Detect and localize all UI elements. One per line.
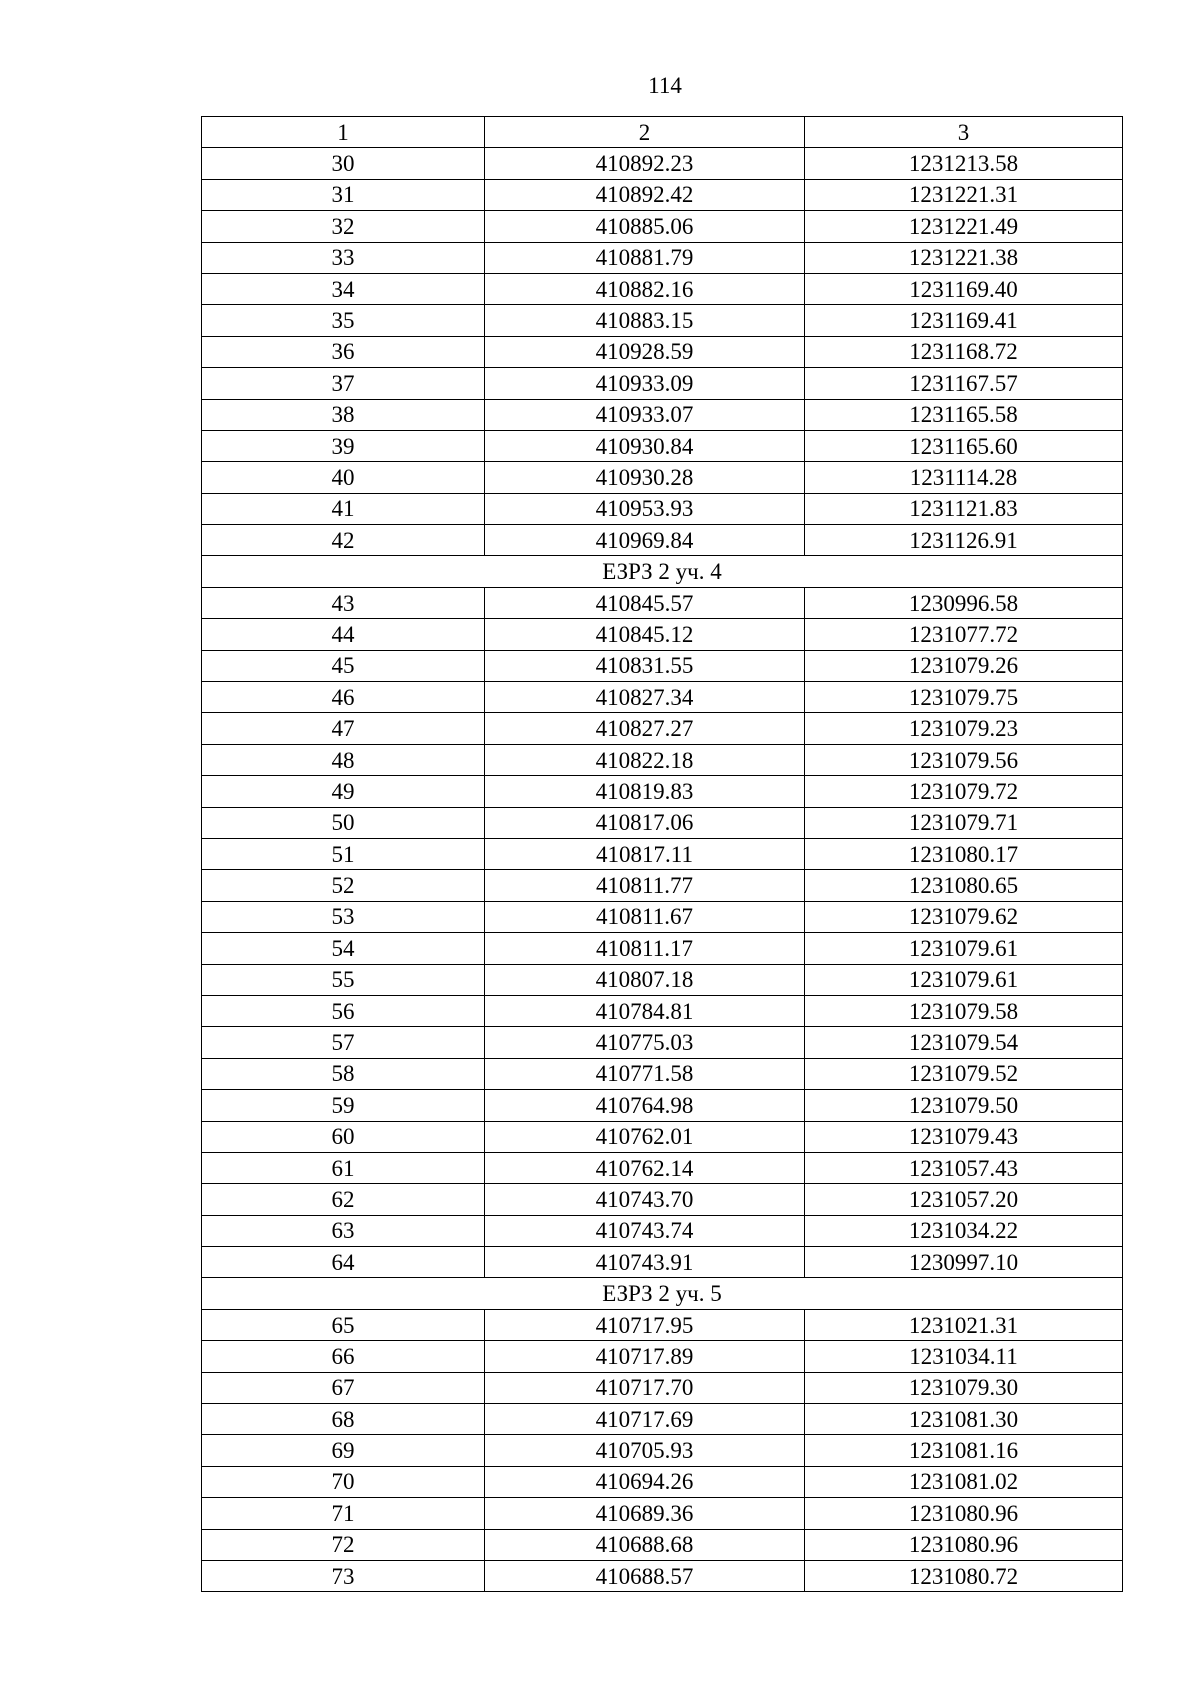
x-coordinate-cell: 410811.77	[485, 870, 805, 901]
x-coordinate-cell: 410892.23	[485, 148, 805, 179]
y-coordinate-cell: 1231057.43	[805, 1152, 1123, 1183]
section-row	[202, 1278, 1123, 1309]
x-coordinate-cell: 410811.67	[485, 901, 805, 932]
x-coordinate-cell: 410694.26	[485, 1466, 805, 1497]
table-row	[202, 838, 1123, 869]
table-row	[202, 1184, 1123, 1215]
table-row	[202, 870, 1123, 901]
x-coordinate-cell: 410930.28	[485, 462, 805, 493]
point-number-cell: 54	[202, 933, 485, 964]
x-coordinate-cell: 410717.69	[485, 1404, 805, 1435]
point-number-cell: 63	[202, 1215, 485, 1246]
point-number-cell: 67	[202, 1372, 485, 1403]
table-row	[202, 1435, 1123, 1466]
point-number-cell: 57	[202, 1027, 485, 1058]
table-row	[202, 1341, 1123, 1372]
point-number-cell: 32	[202, 211, 485, 242]
x-coordinate-cell: 410762.01	[485, 1121, 805, 1152]
table-row	[202, 399, 1123, 430]
point-number-cell: 72	[202, 1529, 485, 1560]
y-coordinate-cell: 1231165.60	[805, 430, 1123, 461]
table-row	[202, 305, 1123, 336]
point-number-cell: 30	[202, 148, 485, 179]
table-row	[202, 1152, 1123, 1183]
x-coordinate-cell: 410819.83	[485, 776, 805, 807]
x-coordinate-cell: 410822.18	[485, 744, 805, 775]
y-coordinate-cell: 1231034.11	[805, 1341, 1123, 1372]
table-row	[202, 179, 1123, 210]
table-row	[202, 525, 1123, 556]
x-coordinate-cell: 410883.15	[485, 305, 805, 336]
x-coordinate-cell: 410775.03	[485, 1027, 805, 1058]
point-number-cell: 71	[202, 1498, 485, 1529]
y-coordinate-cell: 1231079.75	[805, 682, 1123, 713]
section-label: ЕЗРЗ 2 уч. 4	[202, 556, 1123, 587]
x-coordinate-cell: 410817.06	[485, 807, 805, 838]
y-coordinate-cell: 1231221.38	[805, 242, 1123, 273]
x-coordinate-cell: 410771.58	[485, 1058, 805, 1089]
y-coordinate-cell: 1231213.58	[805, 148, 1123, 179]
table-row	[202, 493, 1123, 524]
table-row	[202, 619, 1123, 650]
y-coordinate-cell: 1231079.71	[805, 807, 1123, 838]
table-row	[202, 1466, 1123, 1497]
point-number-cell: 42	[202, 525, 485, 556]
table-row	[202, 1560, 1123, 1591]
point-number-cell: 64	[202, 1247, 485, 1278]
x-coordinate-cell: 410831.55	[485, 650, 805, 681]
x-coordinate-cell: 410881.79	[485, 242, 805, 273]
point-number-cell: 33	[202, 242, 485, 273]
table-row	[202, 807, 1123, 838]
y-coordinate-cell: 1231079.30	[805, 1372, 1123, 1403]
y-coordinate-cell: 1231126.91	[805, 525, 1123, 556]
table-row	[202, 776, 1123, 807]
y-coordinate-cell: 1231167.57	[805, 368, 1123, 399]
point-number-cell: 66	[202, 1341, 485, 1372]
section-row	[202, 556, 1123, 587]
x-coordinate-cell: 410688.57	[485, 1560, 805, 1591]
x-coordinate-cell: 410717.70	[485, 1372, 805, 1403]
y-coordinate-cell: 1231081.02	[805, 1466, 1123, 1497]
table-row	[202, 368, 1123, 399]
table-row	[202, 1058, 1123, 1089]
x-coordinate-cell: 410827.27	[485, 713, 805, 744]
x-coordinate-cell: 410784.81	[485, 995, 805, 1026]
table-row	[202, 713, 1123, 744]
table-row	[202, 1027, 1123, 1058]
point-number-cell: 53	[202, 901, 485, 932]
point-number-cell: 56	[202, 995, 485, 1026]
y-coordinate-cell: 1231079.23	[805, 713, 1123, 744]
table-row	[202, 1215, 1123, 1246]
x-coordinate-cell: 410807.18	[485, 964, 805, 995]
y-coordinate-cell: 1230996.58	[805, 587, 1123, 618]
x-coordinate-cell: 410817.11	[485, 838, 805, 869]
point-number-cell: 65	[202, 1309, 485, 1340]
x-coordinate-cell: 410743.70	[485, 1184, 805, 1215]
x-coordinate-cell: 410885.06	[485, 211, 805, 242]
y-coordinate-cell: 1231079.61	[805, 964, 1123, 995]
y-coordinate-cell: 1231114.28	[805, 462, 1123, 493]
table-row	[202, 650, 1123, 681]
y-coordinate-cell: 1231079.58	[805, 995, 1123, 1026]
table-row	[202, 933, 1123, 964]
table-row	[202, 682, 1123, 713]
table-row	[202, 995, 1123, 1026]
x-coordinate-cell: 410928.59	[485, 336, 805, 367]
table-row	[202, 148, 1123, 179]
x-coordinate-cell: 410743.74	[485, 1215, 805, 1246]
y-coordinate-cell: 1231034.22	[805, 1215, 1123, 1246]
y-coordinate-cell: 1231165.58	[805, 399, 1123, 430]
table-row	[202, 1529, 1123, 1560]
table-row	[202, 336, 1123, 367]
table-row	[202, 1404, 1123, 1435]
point-number-cell: 44	[202, 619, 485, 650]
x-coordinate-cell: 410717.89	[485, 1341, 805, 1372]
x-coordinate-cell: 410811.17	[485, 933, 805, 964]
x-coordinate-cell: 410827.34	[485, 682, 805, 713]
point-number-cell: 40	[202, 462, 485, 493]
y-coordinate-cell: 1231080.17	[805, 838, 1123, 869]
y-coordinate-cell: 1231080.65	[805, 870, 1123, 901]
table-row	[202, 430, 1123, 461]
table-header-row	[202, 117, 1123, 148]
y-coordinate-cell: 1231079.61	[805, 933, 1123, 964]
x-coordinate-cell: 410689.36	[485, 1498, 805, 1529]
point-number-cell: 60	[202, 1121, 485, 1152]
table-row	[202, 1247, 1123, 1278]
point-number-cell: 61	[202, 1152, 485, 1183]
point-number-cell: 55	[202, 964, 485, 995]
header-cell-3: 3	[805, 117, 1123, 148]
table-row	[202, 744, 1123, 775]
x-coordinate-cell: 410892.42	[485, 179, 805, 210]
point-number-cell: 34	[202, 273, 485, 304]
table-row	[202, 901, 1123, 932]
table-row	[202, 1309, 1123, 1340]
point-number-cell: 37	[202, 368, 485, 399]
table-row	[202, 242, 1123, 273]
y-coordinate-cell: 1231080.96	[805, 1529, 1123, 1560]
point-number-cell: 52	[202, 870, 485, 901]
point-number-cell: 59	[202, 1090, 485, 1121]
y-coordinate-cell: 1231081.16	[805, 1435, 1123, 1466]
point-number-cell: 62	[202, 1184, 485, 1215]
point-number-cell: 48	[202, 744, 485, 775]
coordinates-table-body	[202, 117, 1123, 1592]
x-coordinate-cell: 410845.12	[485, 619, 805, 650]
header-cell-1: 1	[202, 117, 485, 148]
point-number-cell: 35	[202, 305, 485, 336]
y-coordinate-cell: 1230997.10	[805, 1247, 1123, 1278]
y-coordinate-cell: 1231080.72	[805, 1560, 1123, 1591]
x-coordinate-cell: 410762.14	[485, 1152, 805, 1183]
point-number-cell: 36	[202, 336, 485, 367]
page-number: 114	[648, 73, 682, 98]
x-coordinate-cell: 410953.93	[485, 493, 805, 524]
point-number-cell: 58	[202, 1058, 485, 1089]
table-row	[202, 587, 1123, 618]
x-coordinate-cell: 410933.09	[485, 368, 805, 399]
y-coordinate-cell: 1231080.96	[805, 1498, 1123, 1529]
y-coordinate-cell: 1231169.41	[805, 305, 1123, 336]
y-coordinate-cell: 1231077.72	[805, 619, 1123, 650]
y-coordinate-cell: 1231079.72	[805, 776, 1123, 807]
table-row	[202, 273, 1123, 304]
point-number-cell: 43	[202, 587, 485, 618]
y-coordinate-cell: 1231221.31	[805, 179, 1123, 210]
point-number-cell: 31	[202, 179, 485, 210]
y-coordinate-cell: 1231221.49	[805, 211, 1123, 242]
point-number-cell: 47	[202, 713, 485, 744]
y-coordinate-cell: 1231079.62	[805, 901, 1123, 932]
table-row	[202, 1498, 1123, 1529]
point-number-cell: 73	[202, 1560, 485, 1591]
point-number-cell: 50	[202, 807, 485, 838]
table-row	[202, 1090, 1123, 1121]
point-number-cell: 46	[202, 682, 485, 713]
x-coordinate-cell: 410688.68	[485, 1529, 805, 1560]
point-number-cell: 39	[202, 430, 485, 461]
x-coordinate-cell: 410882.16	[485, 273, 805, 304]
point-number-cell: 51	[202, 838, 485, 869]
x-coordinate-cell: 410743.91	[485, 1247, 805, 1278]
y-coordinate-cell: 1231079.50	[805, 1090, 1123, 1121]
table-row	[202, 964, 1123, 995]
y-coordinate-cell: 1231021.31	[805, 1309, 1123, 1340]
point-number-cell: 68	[202, 1404, 485, 1435]
point-number-cell: 69	[202, 1435, 485, 1466]
x-coordinate-cell: 410845.57	[485, 587, 805, 618]
x-coordinate-cell: 410969.84	[485, 525, 805, 556]
coordinates-table	[201, 116, 1123, 1592]
point-number-cell: 38	[202, 399, 485, 430]
y-coordinate-cell: 1231121.83	[805, 493, 1123, 524]
y-coordinate-cell: 1231168.72	[805, 336, 1123, 367]
point-number-cell: 41	[202, 493, 485, 524]
x-coordinate-cell: 410930.84	[485, 430, 805, 461]
point-number-cell: 45	[202, 650, 485, 681]
point-number-cell: 49	[202, 776, 485, 807]
y-coordinate-cell: 1231079.52	[805, 1058, 1123, 1089]
y-coordinate-cell: 1231079.56	[805, 744, 1123, 775]
y-coordinate-cell: 1231079.43	[805, 1121, 1123, 1152]
table-row	[202, 1372, 1123, 1403]
header-cell-2: 2	[485, 117, 805, 148]
table-row	[202, 1121, 1123, 1152]
x-coordinate-cell: 410933.07	[485, 399, 805, 430]
y-coordinate-cell: 1231169.40	[805, 273, 1123, 304]
y-coordinate-cell: 1231081.30	[805, 1404, 1123, 1435]
x-coordinate-cell: 410764.98	[485, 1090, 805, 1121]
y-coordinate-cell: 1231079.26	[805, 650, 1123, 681]
section-label: ЕЗРЗ 2 уч. 5	[202, 1278, 1123, 1309]
point-number-cell: 70	[202, 1466, 485, 1497]
table-row	[202, 462, 1123, 493]
y-coordinate-cell: 1231057.20	[805, 1184, 1123, 1215]
table-row	[202, 211, 1123, 242]
x-coordinate-cell: 410717.95	[485, 1309, 805, 1340]
y-coordinate-cell: 1231079.54	[805, 1027, 1123, 1058]
x-coordinate-cell: 410705.93	[485, 1435, 805, 1466]
